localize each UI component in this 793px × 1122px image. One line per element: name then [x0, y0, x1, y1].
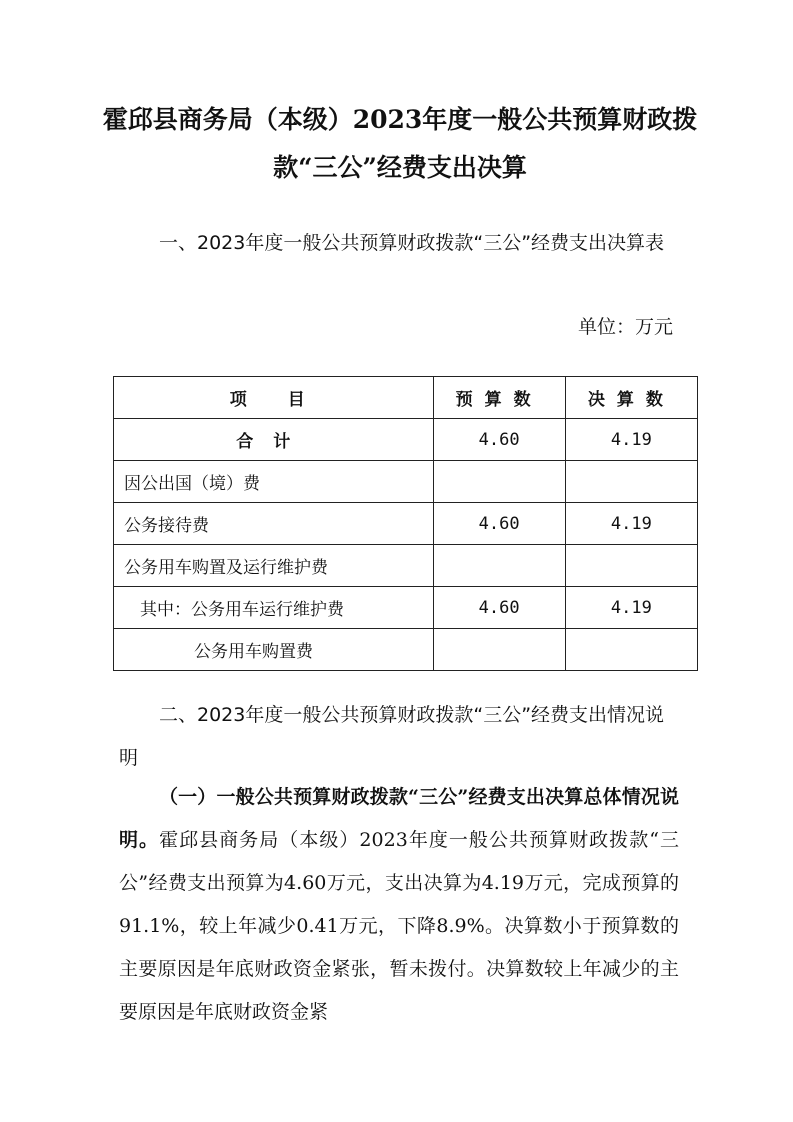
subsection-1-paragraph	[119, 776, 679, 1034]
row-budget: 4.60	[433, 503, 565, 545]
row-budget	[433, 629, 565, 671]
row-label: 其中：公务用车运行维护费	[114, 587, 434, 629]
row-label: 公务用车购置费	[114, 629, 434, 671]
row-actual	[565, 545, 697, 587]
subsection-1-body: 霍邱县商务局（本级）2023年度一般公共预算财政拨款“三公”经费支出预算为4.60万元，支出决算为4.19万元，完成预算的91.1%，较上年减少0.41万元，下降8.9%。决算数小于预算数的主要原因是年底财政资金紧张，暂未拨付。决算数较上年减少的主要原因是年底财政资金紧	[119, 829, 679, 1023]
row-budget: 4.60	[433, 419, 565, 461]
row-budget	[433, 545, 565, 587]
row-actual: 4.19	[565, 419, 697, 461]
table-header-row	[114, 377, 698, 419]
row-actual: 4.19	[565, 503, 697, 545]
table-row	[114, 629, 698, 671]
subsection-1-heading: （一）一般公共预算财政拨款“三公”经费支出决算总体情况说明。	[119, 786, 679, 851]
three-public-expenses-table	[113, 376, 698, 671]
row-label: 因公出国（境）费	[114, 461, 434, 503]
row-actual	[565, 461, 697, 503]
header-budget: 预算数	[433, 377, 565, 419]
row-label: 公务接待费	[114, 503, 434, 545]
row-label: 合计	[114, 419, 434, 461]
header-actual: 决算数	[565, 377, 697, 419]
table-row	[114, 461, 698, 503]
section-2-heading: 二、2023年度一般公共预算财政拨款“三公”经费支出情况说明	[119, 704, 665, 769]
document-title: 霍邱县商务局（本级）2023年度一般公共预算财政拨款“三公”经费支出决算	[102, 105, 698, 182]
table-row	[114, 587, 698, 629]
row-budget: 4.60	[433, 587, 565, 629]
table-row-total	[114, 419, 698, 461]
section-1-heading: 一、2023年度一般公共预算财政拨款“三公”经费支出决算表	[159, 232, 665, 254]
row-budget	[433, 461, 565, 503]
table-row	[114, 503, 698, 545]
row-actual	[565, 629, 697, 671]
table-row	[114, 545, 698, 587]
header-item: 项 目	[114, 377, 434, 419]
unit-label: 单位：万元	[577, 316, 673, 338]
row-label: 公务用车购置及运行维护费	[114, 545, 434, 587]
row-actual: 4.19	[565, 587, 697, 629]
